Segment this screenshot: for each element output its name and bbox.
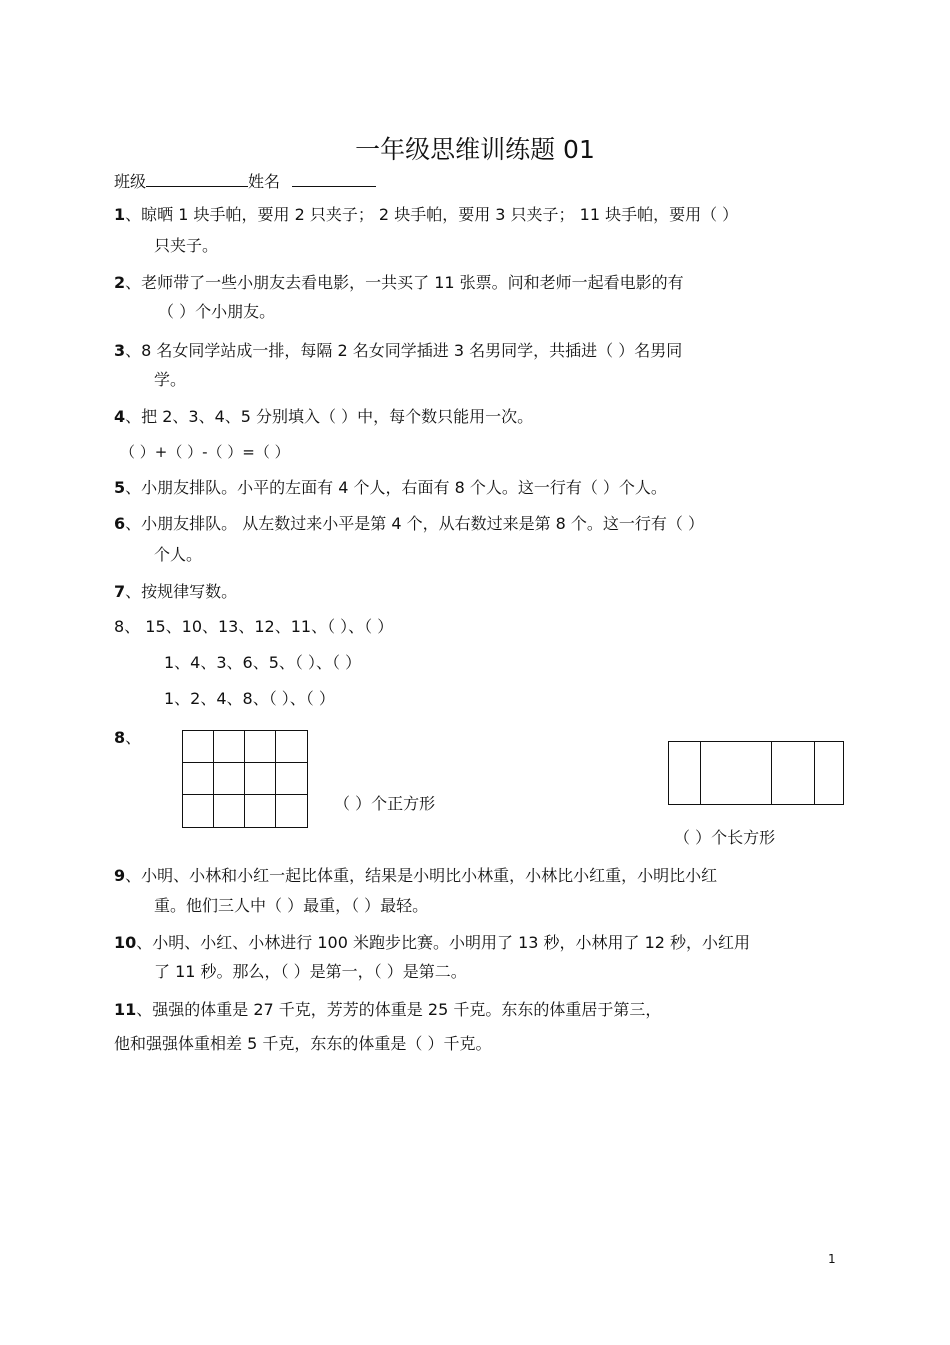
grid-cell <box>276 763 307 795</box>
question-number: 1 <box>114 205 126 224</box>
grid-cell <box>214 795 245 827</box>
question-suffix: 、 <box>125 728 142 747</box>
question-5 <box>114 478 667 498</box>
square-count-label: （ ）个正方形 <box>334 794 436 813</box>
page-title: 一年级思维训练题 01 <box>355 135 595 164</box>
question-text: 、把 2、3、4、5 分别填入（ ）中，每个数只能用一次。 <box>125 407 534 426</box>
rect-divider <box>771 742 772 804</box>
class-label: 班级 <box>114 172 147 191</box>
question-number: 6 <box>114 514 126 533</box>
question-text: 、8 名女同学站成一排，每隔 2 名女同学插进 3 名男同学，共插进（ ）名男同 <box>125 341 683 360</box>
rectangle-count-label: （ ）个长方形 <box>674 828 776 847</box>
question-number: 7 <box>114 582 126 601</box>
question-8-shapes <box>114 728 141 748</box>
question-number: 9 <box>114 866 126 885</box>
grid-cell <box>214 731 245 763</box>
grid-cell <box>276 795 307 827</box>
question-number: 8 <box>114 617 125 636</box>
grid-cell <box>214 763 245 795</box>
sequence-2: 1、4、3、6、5、（ ）、（ ） <box>164 653 362 672</box>
question-text: 、小明、小林和小红一起比体重，结果是小明比小林重，小林比小红重，小明比小红 <box>125 866 718 885</box>
question-number: 5 <box>114 478 126 497</box>
grid-cell <box>183 795 214 827</box>
question-6 <box>114 514 704 534</box>
question-number: 8 <box>114 728 126 747</box>
rectangle-figure <box>668 741 844 805</box>
question-4 <box>114 407 533 427</box>
name-label: 姓名 <box>248 172 281 191</box>
question-text: 、老师带了一些小朋友去看电影，一共买了 11 张票。问和老师一起看电影的有 <box>125 273 684 292</box>
question-number: 10 <box>114 933 137 952</box>
square-grid-figure <box>182 730 308 828</box>
grid-cell <box>245 763 276 795</box>
question-10-cont: 了 11 秒。那么，（ ）是第一，（ ）是第二。 <box>154 962 467 981</box>
question-11 <box>114 1000 661 1020</box>
question-2-cont: （ ）个小朋友。 <box>158 302 276 321</box>
grid-cell <box>183 763 214 795</box>
question-text: 、晾晒 1 块手帕，要用 2 只夹子； 2 块手帕，要用 3 只夹子； 11 块手帕，要用（ ） <box>125 205 739 224</box>
question-7 <box>114 582 237 602</box>
question-1 <box>114 205 738 225</box>
grid-cell <box>245 731 276 763</box>
question-9 <box>114 866 717 886</box>
question-3 <box>114 341 682 361</box>
question-text: 、小明、小红、小林进行 100 米跑步比赛。小明用了 13 秒，小林用了 12 秒，小红用 <box>136 933 751 952</box>
question-3-cont: 学。 <box>154 370 187 389</box>
name-blank[interactable] <box>292 170 376 187</box>
rect-divider <box>700 742 701 804</box>
question-text: 、小朋友排队。小平的左面有 4 个人，右面有 8 个人。这一行有（ ）个人。 <box>125 478 667 497</box>
question-4-equation: （ ）+（ ）-（ ）=（ ） <box>120 443 290 461</box>
rect-divider <box>814 742 815 804</box>
class-blank[interactable] <box>146 170 248 187</box>
question-text: 、按规律写数。 <box>125 582 238 601</box>
question-number: 3 <box>114 341 126 360</box>
question-10 <box>114 933 750 953</box>
question-text: 、小朋友排队。 从左数过来小平是第 4 个，从右数过来是第 8 个。这一行有（ ） <box>125 514 705 533</box>
question-number: 4 <box>114 407 126 426</box>
grid-cell <box>276 731 307 763</box>
student-info <box>114 170 376 192</box>
question-9-cont: 重。他们三人中（ ）最重，（ ）最轻。 <box>154 896 429 915</box>
question-text: 、强强的体重是 27 千克，芳芳的体重是 25 千克。东东的体重居于第三， <box>136 1000 662 1019</box>
question-number: 2 <box>114 273 126 292</box>
sequence-1: 、 15、10、13、12、11、（ ）、（ ） <box>124 617 394 636</box>
question-11-cont: 他和强强体重相差 5 千克，东东的体重是（ ）千克。 <box>114 1034 492 1053</box>
question-2 <box>114 273 684 293</box>
sequence-3: 1、2、4、8、（ ）、（ ） <box>164 689 335 708</box>
grid-cell <box>245 795 276 827</box>
question-number: 11 <box>114 1000 137 1019</box>
question-1-cont: 只夹子。 <box>154 236 219 255</box>
page-number: 1 <box>828 1252 836 1266</box>
grid-cell <box>183 731 214 763</box>
question-6-cont: 个人。 <box>154 545 203 564</box>
question-8-sequence <box>114 617 393 637</box>
